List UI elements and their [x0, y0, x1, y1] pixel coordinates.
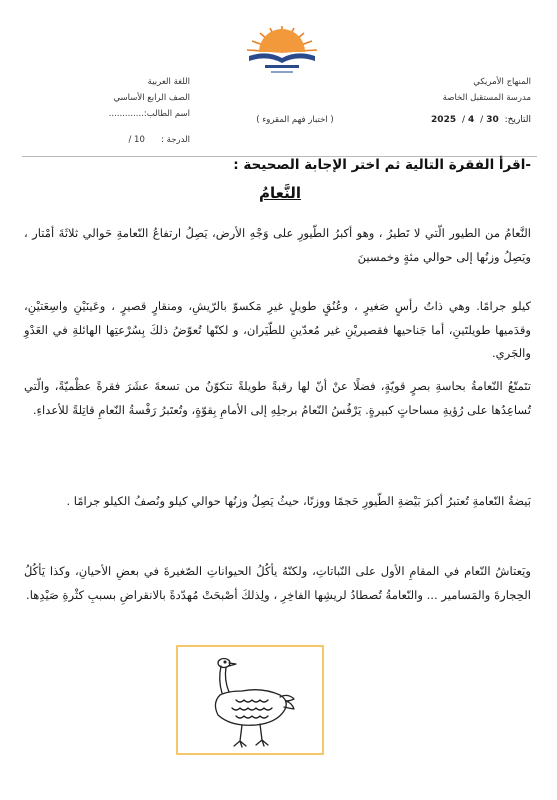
date-label: التاريخ: — [504, 115, 531, 125]
score-row — [40, 132, 190, 148]
passage-paragraph: بَيضةُ النّعامةِ تُعتبرُ أكبرَ بَيْضةِ الطّيورِ حَجمًا ووزنًا، حيثُ يَصِلُ وزنُها حوالي كيلو ونُصفُ الكيلو جرامًا . — [66, 494, 531, 508]
header-student-info — [40, 74, 190, 148]
subject-label: اللغة العربية — [147, 77, 190, 87]
passage-paragraph: تتَمتّعُ النّعامةُ بحاسةِ بصرٍ قويّةٍ، فضلًا عنْ أنّ لها رقبةً طويلةً تتكوّنُ من تسعةَ عشَرَ فقرةً عظْميّةً، والّتي تُساعِدُها على رُؤيةِ مساحاتٍ كبيرةٍ. يَرْفُسُ النّعامُ برجلِهِ إلى الأمامِ بِقوّةٍ، وتُعتَبرُ رَفْسةُ النّعامِ قاتِلةً للأعداءِ. — [24, 379, 531, 417]
ostrich-illustration-icon — [176, 645, 324, 755]
instruction-text: -اقرأ الفقرة التالية ثم اختر الإجابة الصحيحة : — [233, 157, 531, 173]
school-logo-icon — [227, 20, 337, 82]
passage-paragraph: ويَعتاشُ النّعام في المقامِ الأول على النّباتاتِ، ولكنّهُ يأكُلُ الحيواناتِ الصّغيرةَ في بعضِ الأحيانِ، وكذا يَأكُلُ الحِجارةَ والمَسامير ... والنّعامةُ تُصطادُ لريشِها الفاخِرِ ، ولِذلكَ أصْبحَتْ مُهدّدةً بالانقراضِ بسببِ كثْرةِ صَيْدِها. — [24, 564, 531, 602]
school-name: مدرسة المستقبل الخاصة — [442, 93, 531, 103]
passage-title: النَّعامُ — [259, 184, 301, 202]
exam-type-label: ( اختبار فهم المقروء ) — [256, 115, 334, 125]
date-month: 4 — [468, 115, 475, 125]
passage-paragraph: النَّعامُ من الطيور الّتي لا تَطيرُ ، وهو أكبرُ الطّيورِ على وَجْهِ الأرض، يَصِلُ ارتفاعُ النّعامةِ حَوالي ثلاثَةَ أمْتار ، ويَصِلُ وزنُها إلى حوالي مئةٍ وخمسينَ — [24, 226, 531, 264]
date-day: 30 — [486, 115, 499, 125]
student-name-field[interactable]: اسم الطالب:............. — [108, 109, 190, 119]
grade-label: الصف الرابع الأساسي — [113, 93, 190, 103]
date-line: التاريخ: 30/ 4/ 2025 — [431, 115, 531, 125]
curriculum-label: المنهاج الأمريكي — [473, 77, 531, 87]
header-school-info — [381, 74, 531, 106]
score-value: 10 / — [128, 135, 145, 145]
date-year: 2025 — [431, 115, 457, 125]
score-label: الدرجة : — [161, 135, 190, 145]
passage-paragraph: كيلو جرامًا. وهي ذاتُ رأسٍ صَغيرٍ ، وعُنُقٍ طويلٍ غيرِ مَكسوّ بالرّيشِ، ومنقارٍ قصيرٍ ، وعَينَيْنِ واسِعَتيْنِ، وقدَميها طويلتَينِ، أما جَناحيها فقصيريْنِ غير مُعدّينِ للطّيَران، و لكنّها تُعوّضُ ذلكَ بِسُرْعتِها الهائلةِ في العَدْوِ والجَري. — [24, 299, 531, 360]
